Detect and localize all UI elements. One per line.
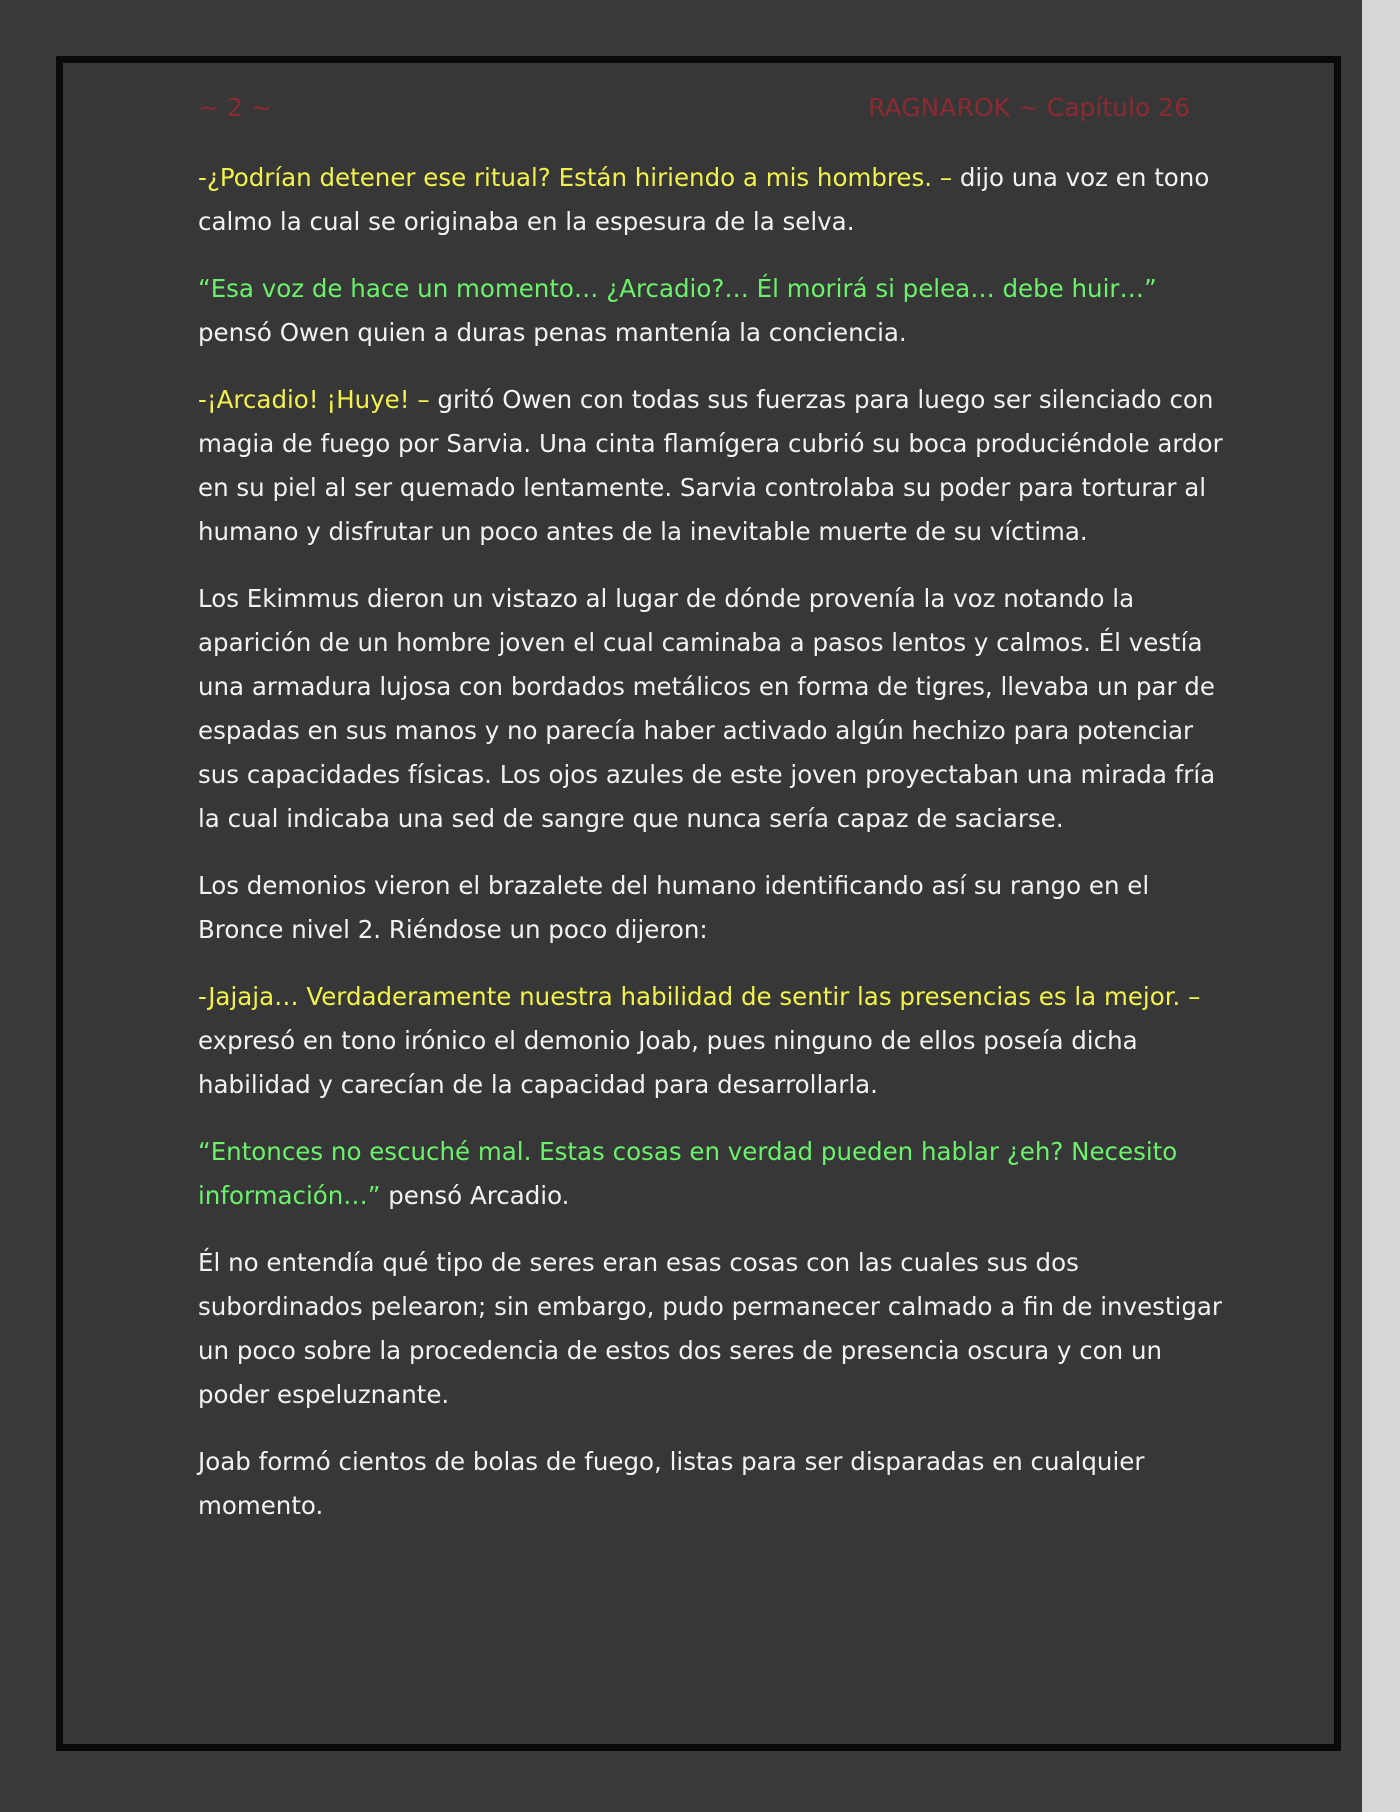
- dialogue-text: -¿Podrían detener ese ritual? Están hiriendo a mis hombres. –: [198, 163, 953, 192]
- narration-text: Él no entendía qué tipo de seres eran esas cosas con las cuales sus dos subordinados pelearon; sin embargo, pudo permanecer calmado a fin de investigar un poco sobre la procedencia de estos dos seres de presencia oscura y con un poder espeluznante.: [198, 1248, 1222, 1409]
- paragraph-3: [198, 378, 1223, 554]
- narration-text: pensó Owen quien a duras penas mantenía la conciencia.: [198, 318, 907, 347]
- paragraph-5: [198, 864, 1223, 952]
- page-edge-strip: [1362, 0, 1400, 1812]
- thought-text: “Esa voz de hace un momento… ¿Arcadio?… Él morirá si pelea… debe huir…”: [198, 274, 1157, 303]
- narration-text: Los Ekimmus dieron un vistazo al lugar de dónde provenía la voz notando la aparición de un hombre joven el cual caminaba a pasos lentos y calmos. Él vestía una armadura lujosa con bordados metálicos en forma de tigres, llevaba un par de espadas en sus manos y no parecía haber activado algún hechizo para potenciar sus capacidades físicas. Los ojos azules de este joven proyectaban una mirada fría la cual indicaba una sed de sangre que nunca sería capaz de saciarse.: [198, 584, 1216, 833]
- narration-text: expresó en tono irónico el demonio Joab, pues ninguno de ellos poseía dicha habilidad y carecían de la capacidad para desarrollarla.: [198, 1026, 1138, 1099]
- dialogue-text: -Jajaja… Verdaderamente nuestra habilidad de sentir las presencias es la mejor. –: [198, 982, 1201, 1011]
- document-page: [56, 56, 1341, 1751]
- narration-text: Los demonios vieron el brazalete del humano identificando así su rango en el Bronce nivel 2. Riéndose un poco dijeron:: [198, 871, 1150, 944]
- page-body: [198, 156, 1223, 1551]
- running-title: RAGNAROK ~ Capítulo 26: [868, 93, 1190, 122]
- dialogue-text: -¡Arcadio! ¡Huye! –: [198, 385, 430, 414]
- paragraph-9: [198, 1440, 1223, 1528]
- page-header: [198, 93, 1190, 133]
- narration-text: pensó Arcadio.: [380, 1181, 570, 1210]
- paragraph-1: [198, 156, 1223, 244]
- narration-text: Joab formó cientos de bolas de fuego, listas para ser disparadas en cualquier momento.: [198, 1447, 1145, 1520]
- paragraph-6: [198, 975, 1223, 1107]
- thought-text: “Entonces no escuché mal. Estas cosas en verdad pueden hablar ¿eh? Necesito información…”: [198, 1137, 1178, 1210]
- paragraph-7: [198, 1130, 1223, 1218]
- paragraph-2: [198, 267, 1223, 355]
- narration-text: dijo una voz en tono calmo la cual se originaba en la espesura de la selva.: [198, 163, 1210, 236]
- page-number: ~ 2 ~: [198, 93, 272, 122]
- paragraph-8: [198, 1241, 1223, 1417]
- narration-text: gritó Owen con todas sus fuerzas para luego ser silenciado con magia de fuego por Sarvia. Una cinta flamígera cubrió su boca produciéndole ardor en su piel al ser quemado lentamente. Sarvia controlaba su poder para torturar al humano y disfrutar un poco antes de la inevitable muerte de su víctima.: [198, 385, 1223, 546]
- paragraph-4: [198, 577, 1223, 841]
